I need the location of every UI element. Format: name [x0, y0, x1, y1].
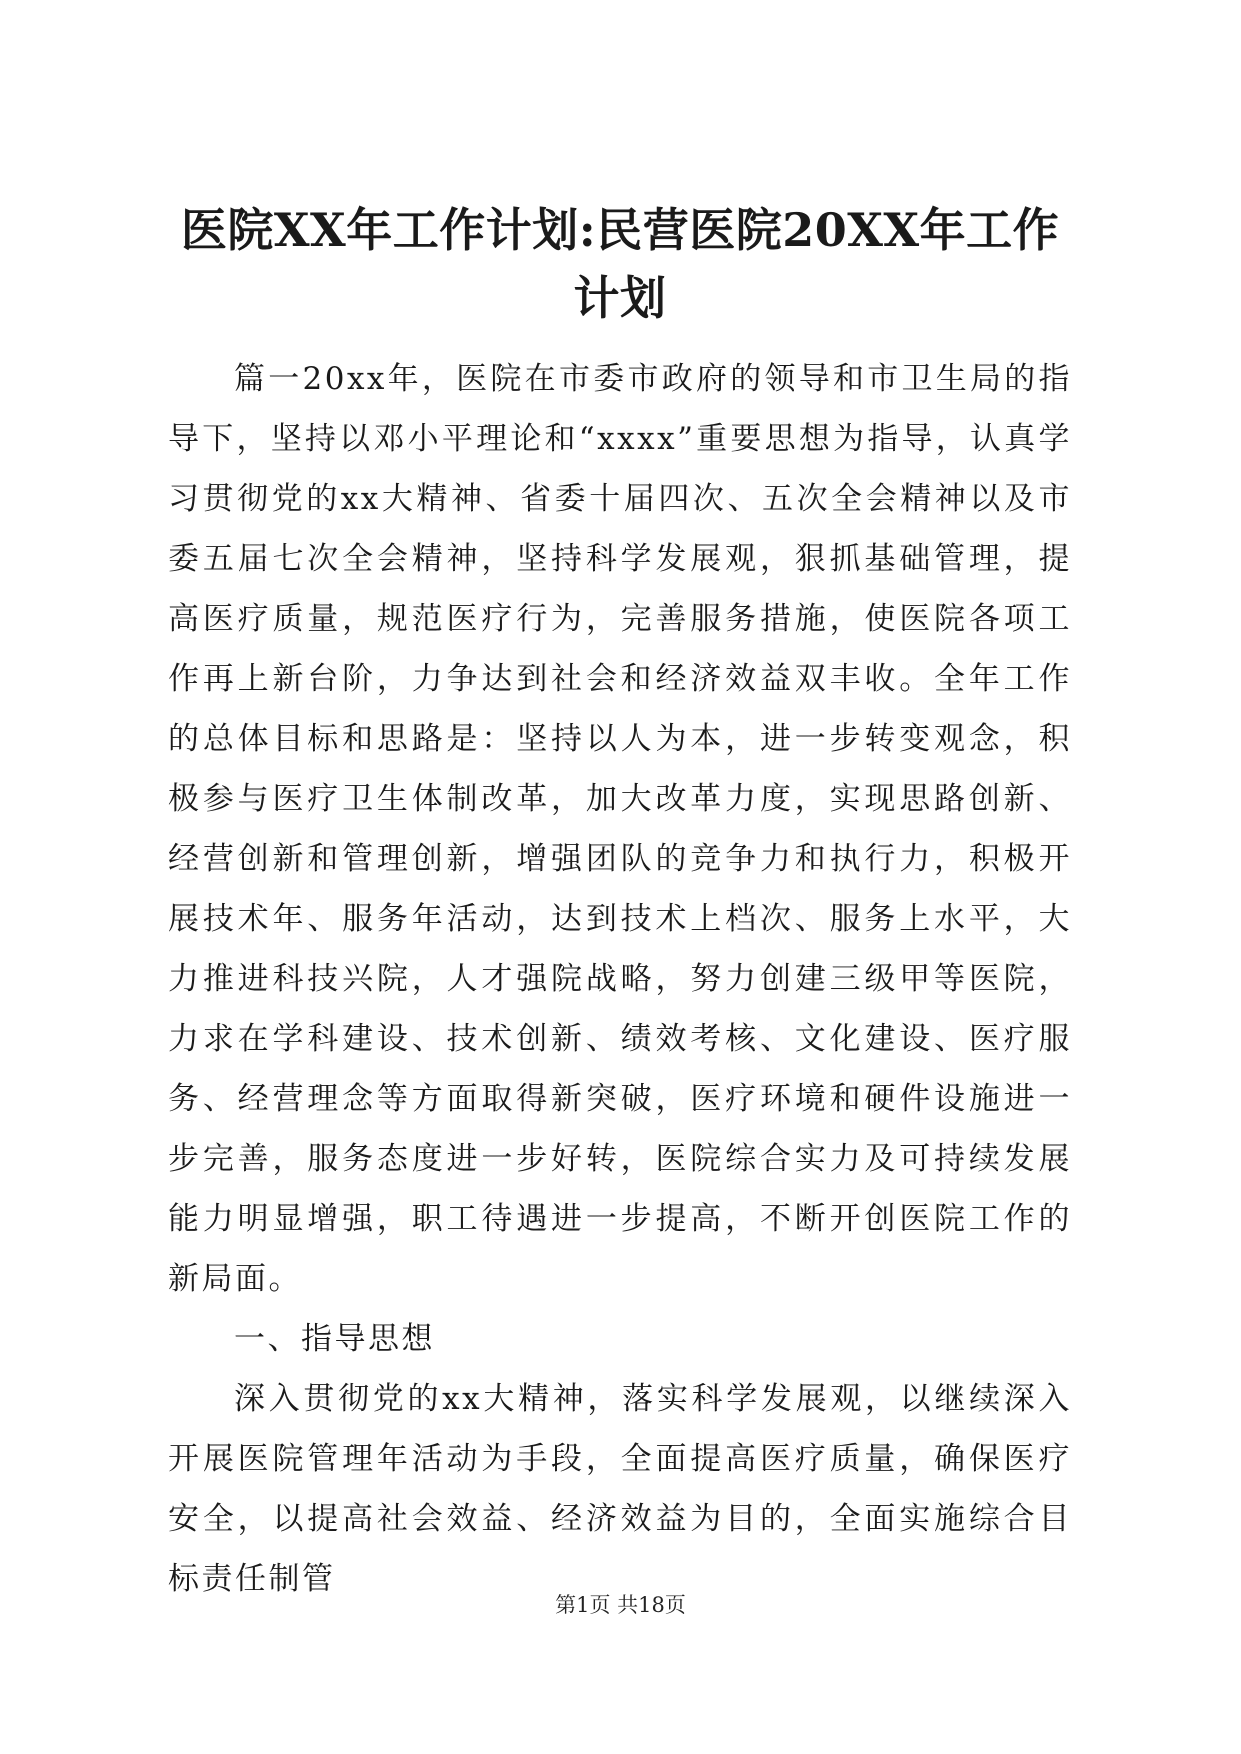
paragraph-intro: 篇一20xx年，医院在市委市政府的领导和市卫生局的指导下，坚持以邓小平理论和“xxxx”重要思想为指导，认真学习贯彻党的xx大精神、省委十届四次、五次全会精神以及市委五届七次全会精神，坚持科学发展观，狠抓基础管理，提高医疗质量，规范医疗行为，完善服务措施，使医院各项工作再上新台阶，力争达到社会和经济效益双丰收。全年工作的总体目标和思路是：坚持以人为本，进一步转变观念，积极参与医疗卫生体制改革，加大改革力度，实现思路创新、经营创新和管理创新，增强团队的竞争力和执行力，积极开展技术年、服务年活动，达到技术上档次、服务上水平，大力推进科技兴院，人才强院战略，努力创建三级甲等医院，力求在学科建设、技术创新、绩效考核、文化建设、医疗服务、经营理念等方面取得新突破，医疗环境和硬件设施进一步完善，服务态度进一步好转，医院综合实力及可持续发展能力明显增强，职工待遇进一步提高，不断开创医院工作的新局面。	[168, 361, 1072, 1297]
page-number-footer: 第1页 共18页	[555, 1593, 686, 1617]
document-title: 医院XX年工作计划:民营医院20XX年工作计划	[180, 203, 1060, 325]
section-heading-guiding-ideology: 一、指导思想	[234, 1321, 435, 1357]
paragraph-guiding-ideology: 深入贯彻党的xx大精神，落实科学发展观，以继续深入开展医院管理年活动为手段，全面提高医疗质量，确保医疗安全，以提高社会效益、经济效益为目的，全面实施综合目标责任制管	[168, 1381, 1072, 1597]
document-body	[168, 349, 1072, 1609]
